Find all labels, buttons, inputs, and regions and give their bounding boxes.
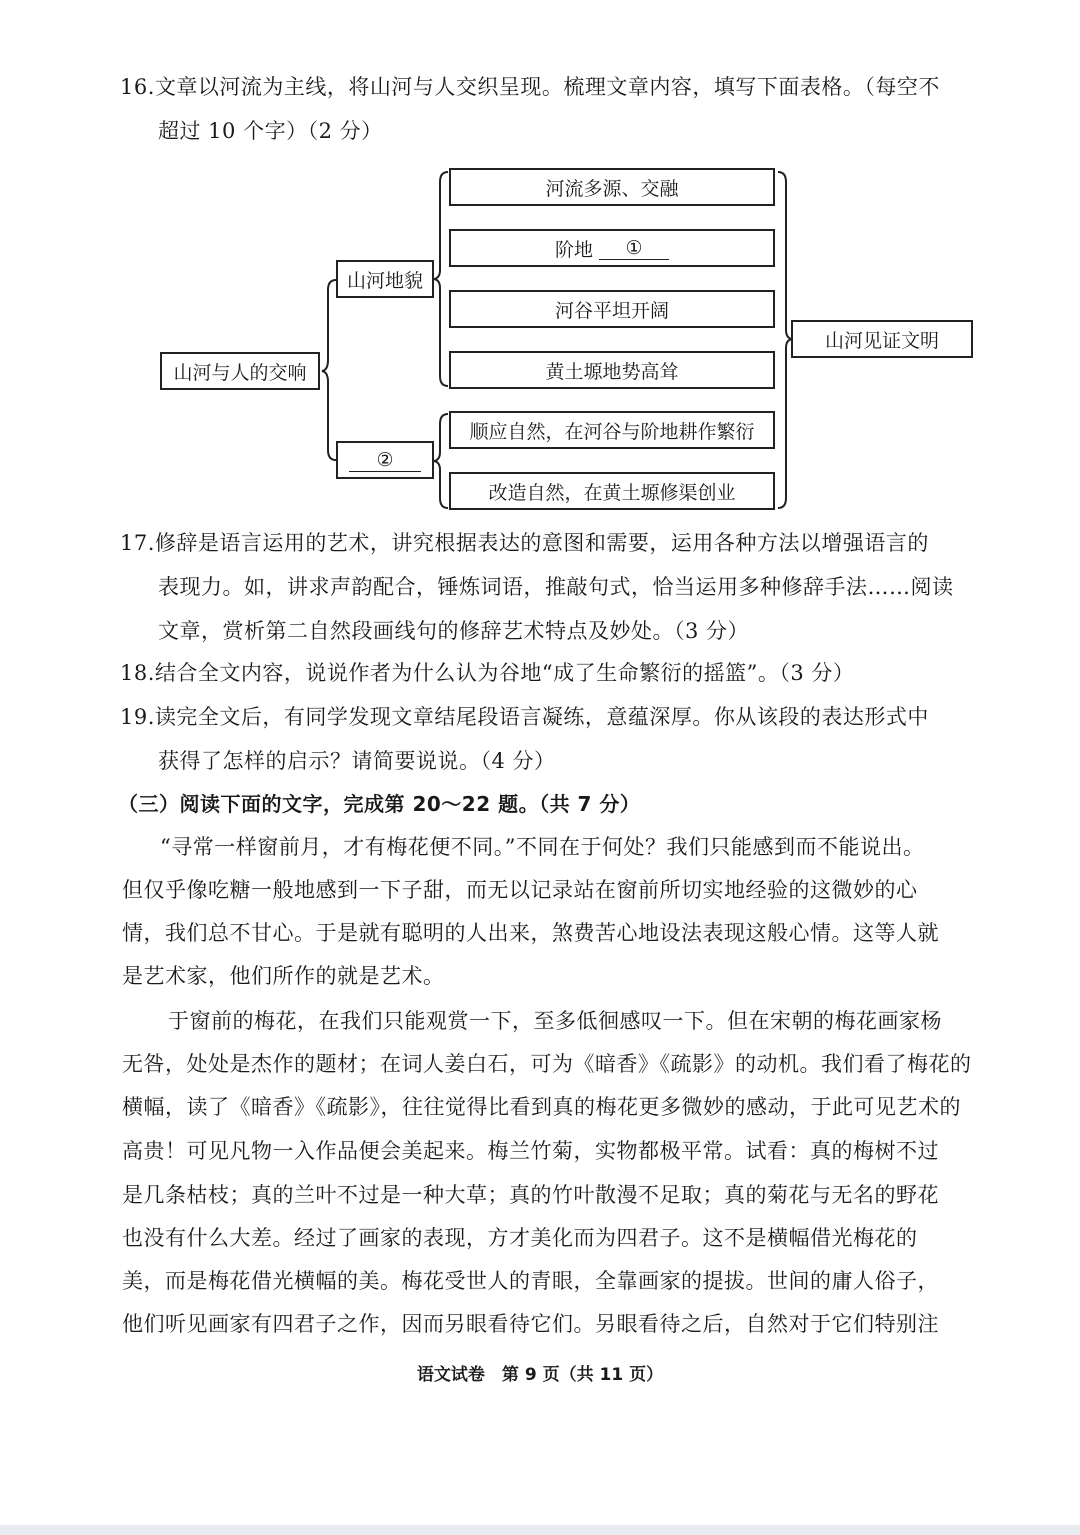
- diagram-branch-landform: 山河地貌: [336, 260, 434, 298]
- passage-line: 高贵！可见凡物一入作品便会美起来。梅兰竹菊，实物都极平常。试看：真的梅树不过: [122, 1139, 939, 1163]
- q17-line3: 文章，赏析第二自然段画线句的修辞艺术特点及妙处。（3 分）: [158, 619, 750, 643]
- diagram-result: 山河见证文明: [791, 320, 973, 358]
- passage-line: 也没有什么大差。经过了画家的表现，方才美化而为四君子。这不是横幅借光梅花的: [122, 1226, 918, 1250]
- section3-heading: （三）阅读下面的文字，完成第 20～22 题。（共 7 分）: [118, 792, 641, 816]
- blank-2: ②: [349, 449, 421, 472]
- passage-line: 他们听见画家有四君子之作，因而另眼看待它们。另眼看待之后，自然对于它们特别注: [122, 1312, 939, 1336]
- passage-line: “寻常一样窗前月，才有梅花便不同。”不同在于何处？我们只能感到而不能说出。: [160, 835, 925, 859]
- diagram-item-4: 黄土塬地势高耸: [449, 351, 775, 389]
- passage-line: 情，我们总不甘心。于是就有聪明的人出来，煞费苦心地设法表现这般心情。这等人就: [122, 921, 939, 945]
- q17-line2: 表现力。如，讲求声韵配合，锤炼词语，推敲句式，恰当运用多种修辞手法……阅读: [158, 575, 954, 599]
- diagram-item-2-label: 阶地: [554, 238, 593, 261]
- blank-1: ①: [599, 237, 669, 260]
- passage-line: 无咎，处处是杰作的题材；在词人姜白石，可为《暗香》《疏影》的动机。我们看了梅花的: [122, 1052, 972, 1076]
- q18-line1: 18.结合全文内容，说说作者为什么认为谷地“成了生命繁衍的摇篮”。（3 分）: [120, 661, 855, 685]
- bottom-bar: [0, 1525, 1080, 1535]
- diagram-item-5: 顺应自然，在河谷与阶地耕作繁衍: [449, 411, 775, 449]
- q19-line1: 19.读完全文后，有同学发现文章结尾段语言凝练，意蕴深厚。你从该段的表达形式中: [120, 705, 929, 729]
- diagram-branch-blank2: [336, 441, 434, 479]
- passage-line: 是艺术家，他们所作的就是艺术。: [122, 964, 445, 988]
- page-footer: 语文试卷 第 9 页（共 11 页）: [416, 1365, 664, 1385]
- passage-line: 但仅乎像吃糖一般地感到一下子甜，而无以记录站在窗前所切实地经验的这微妙的心: [122, 878, 918, 902]
- diagram-item-6: 改造自然，在黄土塬修渠创业: [449, 472, 775, 510]
- q19-line2: 获得了怎样的启示？请简要说说。（4 分）: [158, 749, 556, 773]
- passage-line: 于窗前的梅花，在我们只能观赏一下，至多低徊感叹一下。但在宋朝的梅花画家杨: [168, 1009, 942, 1033]
- q16-line1: 16.文章以河流为主线，将山河与人交织呈现。梳理文章内容，填写下面表格。（每空不: [120, 75, 940, 99]
- q16-line2: 超过 10 个字）（2 分）: [158, 119, 383, 143]
- passage-line: 是几条枯枝；真的兰叶不过是一种大草；真的竹叶散漫不足取；真的菊花与无名的野花: [122, 1183, 939, 1207]
- diagram-item-1: 河流多源、交融: [449, 168, 775, 206]
- passage-line: 横幅，读了《暗香》《疏影》，往往觉得比看到真的梅花更多微妙的感动，于此可见艺术的: [122, 1095, 961, 1119]
- passage-line: 美，而是梅花借光横幅的美。梅花受世人的青眼，全靠画家的提拔。世间的庸人俗子，: [122, 1269, 939, 1293]
- diagram-item-3: 河谷平坦开阔: [449, 290, 775, 328]
- diagram-root: 山河与人的交响: [160, 352, 320, 390]
- diagram-item-2: [449, 229, 775, 267]
- q17-line1: 17.修辞是语言运用的艺术，讲究根据表达的意图和需要，运用各种方法以增强语言的: [120, 531, 929, 555]
